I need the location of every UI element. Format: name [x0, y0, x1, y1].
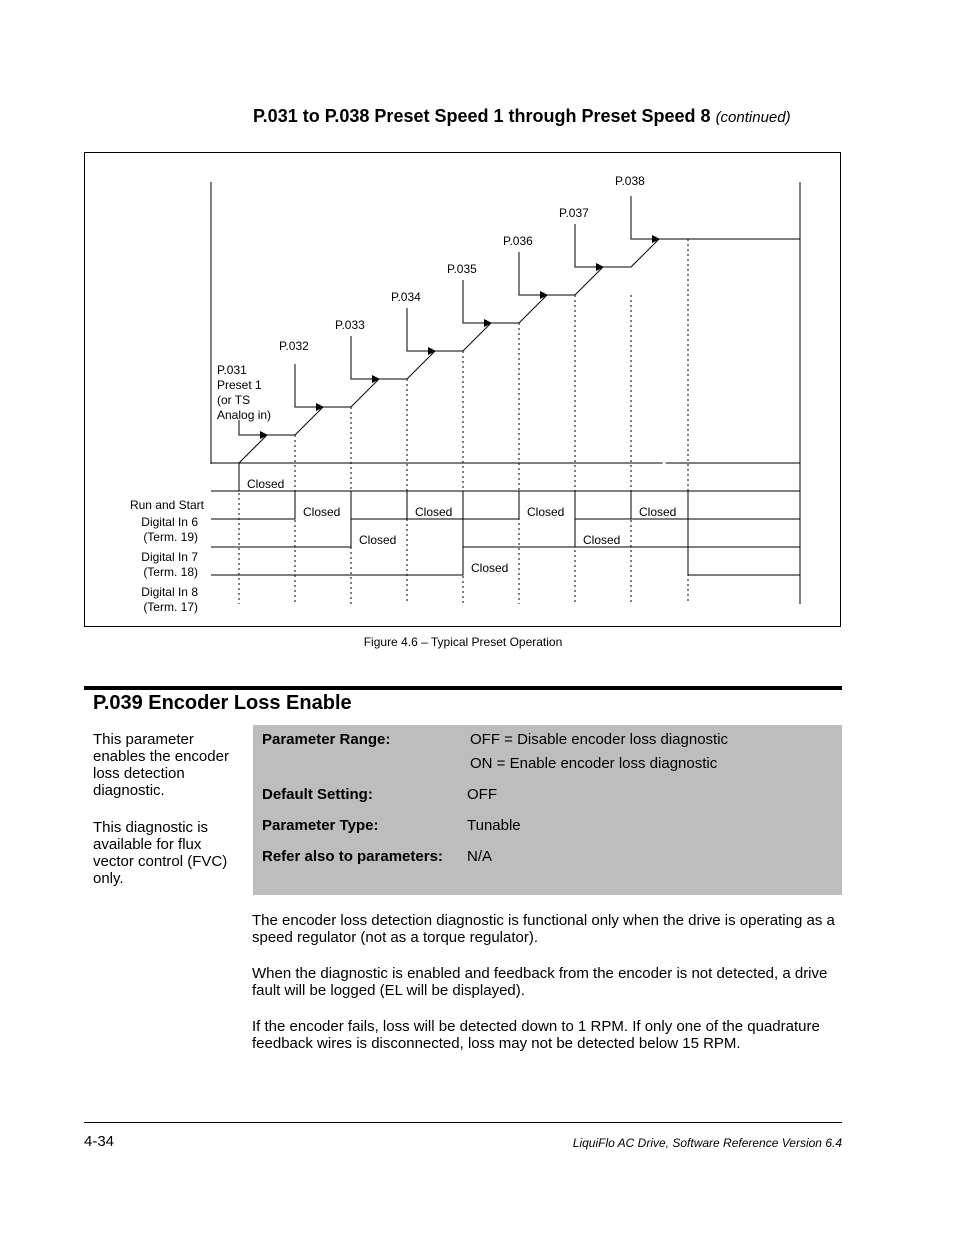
- preset-1-label: Analog in): [217, 408, 272, 422]
- side-note: This parameter enables the encoder loss detection diagnostic.: [93, 731, 229, 799]
- parameter-range-off: OFF = Disable encoder loss diagnostic: [470, 731, 729, 748]
- din7-waveform: [211, 519, 800, 547]
- parameter-type-label: Parameter Type:: [262, 817, 379, 834]
- preset-label: P.034: [391, 290, 421, 304]
- parameter-info-box: [253, 725, 842, 895]
- signal-waveforms: [211, 463, 800, 575]
- closed-label: Closed: [359, 533, 397, 547]
- run-start-waveform: [211, 463, 239, 491]
- preset-label: P.032: [279, 339, 309, 353]
- section-heading: [253, 106, 791, 127]
- side-note: This diagnostic is available for flux vector control (FVC) only.: [93, 819, 228, 887]
- footer-rule: [84, 1122, 842, 1123]
- preset-label: P.033: [335, 318, 365, 332]
- preset-1-label: (or TS: [217, 393, 251, 407]
- body-paragraph: If the encoder fails, loss will be detected down to 1 RPM. If only one of the quadrature feedback wires is disconnected, loss may not be detected below 15 RPM.: [252, 1018, 820, 1052]
- signal-label-din7: (Term. 18): [143, 565, 198, 579]
- preset-arrows: [239, 196, 659, 435]
- body-paragraph: The encoder loss detection diagnostic is functional only when the drive is operating as a speed regulator (not as a torque regulator).: [252, 912, 835, 946]
- continued-note: (continued): [715, 109, 791, 126]
- preset-label: P.035: [447, 262, 477, 276]
- parameter-range-label: Parameter Range:: [262, 731, 391, 748]
- parameter-type-value: Tunable: [467, 817, 521, 834]
- closed-label: Closed: [527, 505, 565, 519]
- preset-1-label: P.031: [217, 363, 247, 377]
- preset-timing-diagram: [84, 152, 841, 627]
- body-paragraph: When the diagnostic is enabled and feedback from the encoder is not detected, a drive fault will be logged (EL will be displayed).: [252, 965, 828, 999]
- section-rule: [84, 686, 842, 690]
- din6-waveform: [211, 491, 800, 519]
- preset-label: P.036: [503, 234, 533, 248]
- page-number: 4-34: [84, 1133, 115, 1150]
- parameter-title: P.039 Encoder Loss Enable: [93, 692, 352, 714]
- closed-label: Closed: [639, 505, 677, 519]
- closed-label: Closed: [471, 561, 509, 575]
- closed-label: Closed: [583, 533, 621, 547]
- closed-label: Closed: [415, 505, 453, 519]
- section-heading-title: P.031 to P.038 Preset Speed 1 through Preset Speed 8: [253, 106, 711, 126]
- signal-label-run-start: Run and Start: [129, 498, 204, 512]
- refer-also-label: Refer also to parameters:: [262, 848, 443, 865]
- parameter-range-on: ON = Enable encoder loss diagnostic: [470, 755, 718, 772]
- signal-label-din8: (Term. 17): [143, 600, 198, 614]
- preset-label: P.038: [615, 174, 645, 188]
- signal-label-din8: Digital In 8: [141, 585, 198, 599]
- signal-label-din7: Digital In 7: [141, 550, 198, 564]
- closed-label: Closed: [303, 505, 341, 519]
- signal-label-din6: Digital In 6: [141, 515, 198, 529]
- preset-1-label: Preset 1: [217, 378, 262, 392]
- footer-reference: LiquiFlo AC Drive, Software Reference Version 6.4: [572, 1136, 842, 1150]
- closed-label: Closed: [247, 477, 285, 491]
- preset-label: P.037: [559, 206, 589, 220]
- signal-label-din6: (Term. 19): [143, 530, 198, 544]
- refer-also-value: N/A: [467, 848, 493, 865]
- default-setting-label: Default Setting:: [262, 786, 373, 803]
- default-setting-value: OFF: [467, 786, 497, 803]
- figure-caption: Figure 4.6 – Typical Preset Operation: [363, 635, 563, 649]
